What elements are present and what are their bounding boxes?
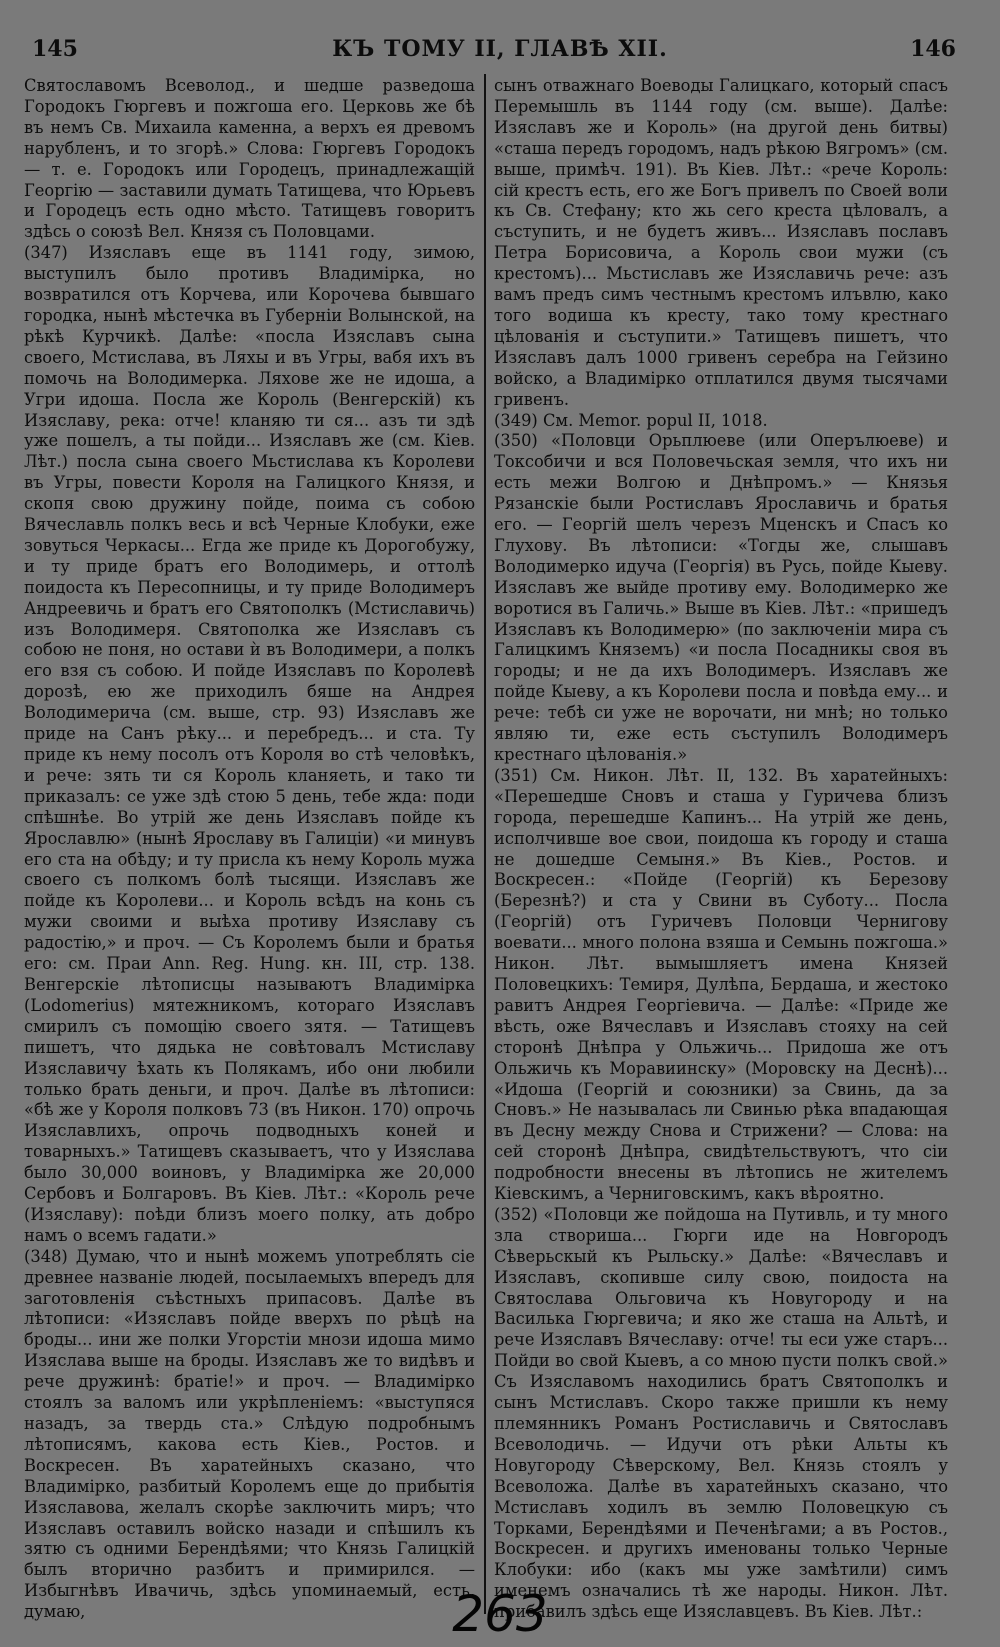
note-348: (348) Думаю, что и нынѣ можемъ употреблять сіе древнее названіе людей, посылаемыхъ впередъ для заготовленія съѣстныхъ припасовъ. Далѣе въ лѣтописи: «Изяславъ пойде вверхъ по рѣцѣ на броды... ини же полки Угорстіи мнози идоша мимо Изяслава выше на броды. Изяславъ же то видѣвъ и рече дружинѣ: братіе!» и проч. — Владимірко стоялъ за валомъ или укрѣпленіемъ: «выступяся назадъ, за твердь ста.» Слѣдую подробнымъ лѣтописямъ, какова есть Кіев., Ростов. и Воскресен. Въ харатейныхъ сказано, что Владимірко, разбитый Королемъ еще до прибытія Изяславова, желалъ скорѣе заключить миръ; что Изяславъ оставилъ войско назади и спѣшилъ къ зятю съ одними Берендѣями; что Князь Галицкій былъ вторично разбитъ и примирился. — Избыгнѣвъ Ивачичь, здѣсь упоминаемый, есть, думаю, [24,1246,475,1622]
running-title: КЪ ТОМУ II, ГЛАВѢ XII. [332,36,668,62]
paragraph: Святославомъ Всеволод., и шедше разведоша Городокъ Гюргевъ и пожгоша его. Церковь же бѣ въ немъ Св. Михаила каменна, а верхъ ея древомъ нарубленъ, и то згорѣ.» Слова: Гюргевъ Городокъ — т. е. Городокъ или Городецъ, принадлежащій Георгію — заставили думать Татищева, что Юрьевъ и Городецъ есть одно мѣсто. Татищевъ говоритъ здѣсь о союзѣ Вел. Князя съ Половцами. [24,76,475,242]
note-352: (352) «Половци же пойдоша на Путивль, и ту много зла створиша... Гюрги иде на Новгородъ Сѣверьскый къ Рыльску.» Далѣе: «Вячеславъ и Изяславъ, скопивше силу свою, поидоста на Святослава Ольговича къ Новугороду и на Василька Гюргевича; и яко же сташа на Альтѣ, и рече Изяславъ Вячеславу: отче! ты еси уже старъ... Пойди во свой Кыевъ, а со мною пусти полкъ свой.» Съ Изяславомъ находились братъ Святополкъ и сынъ Мстиславъ. Скоро также пришли къ нему племянникъ Романъ Ростиславичь и Святославъ Всеволодичь. — Идучи отъ рѣки Альты къ Новугороду Сѣверскому, Вел. Князь стоялъ у Всеволожа. Далѣе въ харатейныхъ сказано, что Мстиславъ ходилъ въ землю Половецкую съ Торками, Берендѣями и Печенѣгами; а въ Ростов., Воскресен. и другихъ именованы только Черные Клобуки: ибо (какъ мы уже замѣтили) симъ именемъ означались тѣ же народы. Никон. Лѣт. прибавилъ здѣсь еще Изяславцевъ. Въ Кіев. Лѣт.: [494,1204,948,1622]
note-349: (349) См. Memor. popul II, 1018. [494,410,768,430]
right-column [494,76,948,1623]
page-number-right: 146 [910,36,956,62]
note-350: (350) «Половци Орьплюеве (или Оперълюеве) и Токсобичи и вся Половечьская земля, что ихъ ни есть межи Волгою и Днѣпромъ.» — Князья Рязанскіе были Ростиславъ Ярославичь и братья его. — Георгій шелъ черезъ Мценскъ и Спасъ ко Глухову. Въ лѣтописи: «Тогды же, слышавъ Володимерко идуча (Георгія) въ Русь, пойде Кыеву. Изяславъ же выйде противу ему. Володимерко же воротися въ Галичь.» Выше въ Кіев. Лѣт.: «пришедъ Изяславъ къ Володимерю» (по заключеніи мира съ Галицкимъ Княземъ) «и посла Посадникы своя въ городы; и не да ихъ Володимеръ. Изяславъ же пойде Кыеву, а къ Королеви посла и повѣда ему... и рече: тебѣ си уже не ворочати, ни мнѣ; но только являю ти, еже есть съступилъ Володимеръ крестнаго цѣлованія.» [494,431,948,764]
page-number-left: 145 [32,36,78,62]
handwritten-folio-number: 263 [452,1585,548,1643]
left-column [24,76,475,1623]
note-347: (347) Изяславъ еще въ 1141 году, зимою, выступилъ было противъ Владимірка, но возвратился отъ Корчева, или Корочева бывшаго городка, нынѣ мѣстечка въ Губерніи Волынской, на рѣкѣ Курчикѣ. Далѣе: «посла Изяславъ сына своего, Мстислава, въ Ляхы и въ Угры, вабя ихъ въ помочь на Володимерка. Ляхове же не идоша, а Угри идоша. Посла же Король (Венгерскій) къ Изяславу, река: отче! кланяю ти ся... азъ ти здѣ уже пошелъ, а ты пойди... Изяславъ же (см. Кіев. Лѣт.) посла сына своего Мьстислава къ Королеви въ Угры, повести Короля на Галицкого Князя, и скопя свою дружину пойде, поима съ собою Вячеславль полкъ весь и всѣ Черные Клобуки, еже зовуться Черкасы... Егда же приде къ Дорогобужу, и ту приде братъ его Володимерь, и оттолѣ поидоста къ Пересопницы, и ту приде Володимеръ Андреевичь и братъ его Святополкъ (Мстиславичь) изъ Володимеря. Святополка же Изяславъ съ собою не поня, но остави ѝ въ Володимери, а полкъ его взя съ собою. И пойде Изяславъ по Королевѣ дорозѣ, ею же приходилъ бяше на Андрея Володимерича (см. выше, стр. 93) Изяславъ же приде на Санъ рѣку... и перебредъ... и ста. Ту приде къ нему посолъ отъ Короля во стѣ человѣкъ, и рече: зять ти ся Король кланяеть, и тако ти приказалъ: се уже здѣ стою 5 день, тебе жда: поди спѣшнѣе. Во утрій же день Изяславъ пойде къ Ярославлю» (нынѣ Ярославу въ Галиціи) «и минувъ его ста на обѣду; и ту присла къ нему Король мужа своего съ полкомъ болѣ тысящи. Изяславъ же пойде къ Королеви... и Король всѣдъ на конь съ мужи своими и выѣха противу Изяславу съ радостію,» и проч. — Съ Королемъ были и братья его: см. Праи Ann. Reg. Hung. кн. III, стр. 138. Венгерскіе лѣтописцы называютъ Владимірка (Lodomerius) мятежникомъ, котораго Изяславъ смирилъ съ помощію своего зятя. — Татищевъ пишетъ, что дядька не совѣтовалъ Мстиславу Изяславичу ѣхать къ Полякамъ, ибо они любили только брать деньги, и проч. Далѣе въ лѣтописи: «бѣ же у Короля полковъ 73 (въ Никон. 170) опрочь Изяславлихъ, опрочь подводныхъ коней и товарныхъ.» Татищевъ сказываетъ, что у Изяслава было 30,000 воиновъ, у Владимірка же 20,000 Сербовъ и Болгаровъ. Въ Кіев. Лѣт.: «Король рече (Изяславу): поѣди близъ моего полку, ать добро намъ о всемъ гадати.» [24,243,475,1245]
note-351: (351) См. Никон. Лѣт. II, 132. Въ харатейныхъ: «Перешедше Сновъ и сташа у Гуричева близъ города, перешедше Капинъ... На утрій же день, исполчивше вое свои, поидоша къ городу и сташа не дошедше Семыня.» Въ Кіев., Ростов. и Воскресен.: «Пойде (Георгій) къ Березову (Березнѣ?) и ста у Свини въ Суботу... Посла (Георгій) отъ Гуричевъ Половци Чернигову воевати... много полона взяша и Семынь пожгоша.» Никон. Лѣт. вымышляетъ имена Князей Половецкихъ: Темиря, Дулѣпа, Бердаша, и жестоко равитъ Андрея Георгіевича. — Далѣе: «Приде же вѣсть, оже Вячеславъ и Изяславъ стояху на сей сторонѣ Днѣпра у Ольжичь... Придоша же отъ Ольжичь къ Моравиинску» (Моровску на Деснѣ)... «Идоша (Георгій и союзники) за Свинь, да за Сновъ.» Не называлась ли Свинью рѣка впадающая въ Десну между Снова и Стрижени? — Слова: на сей сторонѣ Днѣпра, свидѣтельствуютъ, что сіи подробности внесены въ лѣтопись не жителемъ Кіевскимъ, а Черниговскимъ, какъ вѣроятно. [494,765,948,1204]
page-header [0,0,1000,62]
paragraph: сынъ отважнаго Воеводы Галицкаго, который спасъ Перемышль въ 1144 году (см. выше). Далѣе: Изяславъ же и Король» (на другой день битвы) «сташа передъ городомъ, надъ рѣкою Вягромъ» (см. выше, примѣч. 191). Въ Кіев. Лѣт.: «рече Король: сій крестъ есть, его же Богъ привелъ по Своей воли къ Св. Стефану; кто жь сего креста цѣловалъ, а съступить, и не будетъ живъ... Изяславъ пославъ Петра Борисовича, а Король свои мужи (съ крестомъ)... Мьстиславъ же Изяславичь рече: азъ вамъ предъ симъ честнымъ крестомъ илъвлю, како того водиша къ кресту, тако тому крестнаго цѣлованія и съступити.» Татищевъ пишетъ, что Изяславъ далъ 1000 гривенъ серебра на Гейзино войско, а Владимірко отплатился двумя тысячами гривенъ. [494,76,948,409]
column-divider [484,74,486,1614]
